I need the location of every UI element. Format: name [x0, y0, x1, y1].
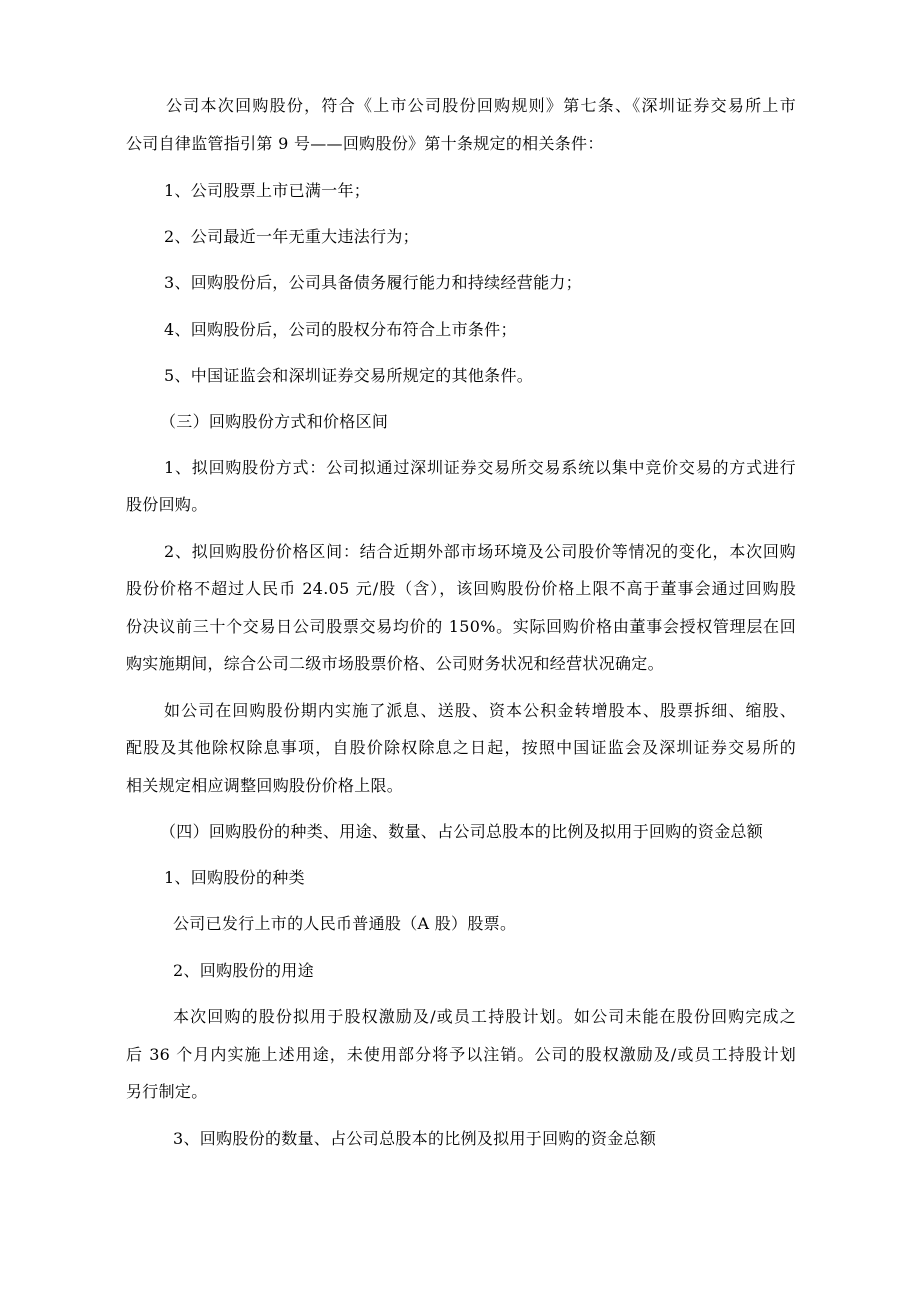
condition-item: 1、公司股票上市已满一年； — [164, 181, 371, 200]
paragraph-line: 公司本次回购股份，符合《上市公司股份回购规则》第七条、《深圳证券交易所上市 — [166, 96, 796, 115]
subsection-heading: 1、回购股份的种类 — [164, 868, 305, 887]
paragraph-line: 相关规定相应调整回购股份价格上限。 — [126, 776, 404, 795]
section-heading: （四）回购股份的种类、用途、数量、占公司总股本的比例及拟用于回购的资金总额 — [160, 822, 764, 841]
paragraph-line: 份决议前三十个交易日公司股票交易均价的 150%。实际回购价格由董事会授权管理层在回 — [126, 617, 796, 636]
paragraph-line: 配股及其他除权除息事项，自股价除权除息之日起，按照中国证监会及深圳证券交易所的 — [126, 738, 796, 757]
subsection-heading: 3、回购股份的数量、占公司总股本的比例及拟用于回购的资金总额 — [173, 1129, 657, 1148]
paragraph-line: 如公司在回购股份期内实施了派息、送股、资本公积金转增股本、股票拆细、缩股、 — [164, 701, 796, 720]
condition-item: 5、中国证监会和深圳证券交易所规定的其他条件。 — [164, 366, 534, 385]
paragraph-line: 本次回购的股份拟用于股权激励及/或员工持股计划。如公司未能在股份回购完成之 — [173, 1007, 796, 1026]
paragraph-line: 2、拟回购股份价格区间：结合近期外部市场环境及公司股价等情况的变化，本次回购 — [164, 542, 796, 561]
paragraph-line: 另行制定。 — [126, 1082, 208, 1101]
paragraph-line: 购实施期间，综合公司二级市场股票价格、公司财务状况和经营状况确定。 — [126, 654, 664, 673]
condition-item: 2、公司最近一年无重大违法行为； — [164, 227, 419, 246]
paragraph-line: 公司已发行上市的人民币普通股（A 股）股票。 — [173, 914, 517, 933]
paragraph-line: 股份回购。 — [126, 495, 208, 514]
condition-item: 4、回购股份后，公司的股权分布符合上市条件； — [164, 320, 517, 339]
condition-item: 3、回购股份后，公司具备债务履行能力和持续经营能力； — [164, 273, 582, 292]
section-heading: （三）回购股份方式和价格区间 — [160, 412, 389, 431]
paragraph-line: 股份价格不超过人民币 24.05 元/股（含），该回购股份价格上限不高于董事会通过回购股 — [126, 579, 796, 598]
subsection-heading: 2、回购股份的用途 — [173, 961, 314, 980]
paragraph-line: 后 36 个月内实施上述用途，未使用部分将予以注销。公司的股权激励及/或员工持股计划 — [126, 1045, 796, 1064]
paragraph-line: 1、拟回购股份方式：公司拟通过深圳证券交易所交易系统以集中竞价交易的方式进行 — [164, 458, 796, 477]
paragraph-line: 公司自律监管指引第 9 号——回购股份》第十条规定的相关条件： — [126, 134, 604, 153]
